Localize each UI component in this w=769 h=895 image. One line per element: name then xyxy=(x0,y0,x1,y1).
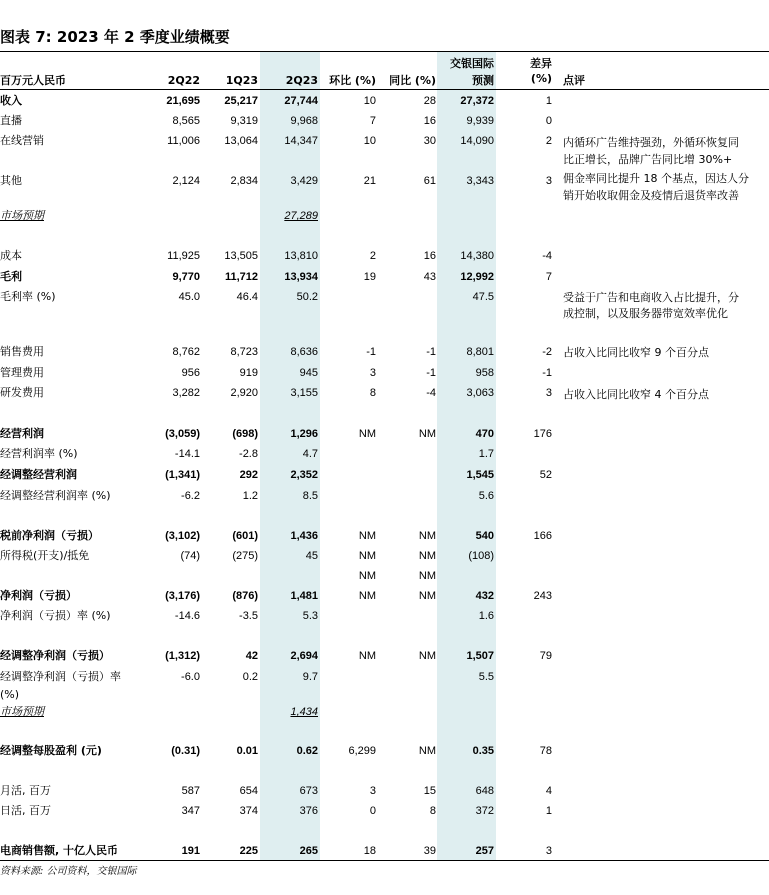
row-cell-c6: 14,380 xyxy=(460,250,494,262)
row-cell-c1: 347 xyxy=(181,805,200,817)
row-cell-c4: NM xyxy=(358,590,376,602)
row-cell-c7: 52 xyxy=(539,469,552,481)
row-label: 市场预期 xyxy=(0,209,44,222)
row-cell-c4: 19 xyxy=(363,271,376,283)
row-cell-c4 xyxy=(326,207,376,225)
row-cell-c3: 13,934 xyxy=(284,271,318,283)
row-cell-c4: 10 xyxy=(363,135,376,147)
row-cell-c2: 2,834 xyxy=(230,175,258,187)
col-header-qoq: 环比 (%) xyxy=(329,74,376,87)
row-cell-c6: 1.6 xyxy=(478,610,494,622)
comment-selling: 占收入比同比收窄 9 个百分点 xyxy=(563,346,709,359)
row-cell-c1: -14.6 xyxy=(174,610,200,622)
row-cell-c3: 5.3 xyxy=(302,610,318,622)
row-cell-c3: 1,434 xyxy=(290,706,318,718)
row-cell-c5 xyxy=(386,487,436,505)
row-cell-c5: 30 xyxy=(423,135,436,147)
row-cell-c4: 0 xyxy=(369,805,376,817)
row-cell-c1: -6.0 xyxy=(181,671,200,683)
col-header-diff-line2: (%) xyxy=(530,72,552,85)
row-cell-c3: 13,810 xyxy=(284,250,318,262)
row-cell-c7: 2 xyxy=(545,135,552,147)
row-label: 毛利率 (%) xyxy=(0,290,56,303)
row-cell-c3: 8.5 xyxy=(302,490,318,502)
row-cell-c2: 9,319 xyxy=(230,115,258,127)
row-label: 经调整净利润（亏损） xyxy=(0,649,110,662)
row-cell-c4: NM xyxy=(358,650,376,662)
row-cell-c1: 45.0 xyxy=(178,291,200,303)
row-cell-c4 xyxy=(326,445,376,463)
comment-other-1: 佣金率同比提升 18 个基点，因达人分 xyxy=(563,172,749,185)
comment-other-2: 销开始收取佣金及疫情后退货率改善 xyxy=(563,189,739,202)
row-cell-c1 xyxy=(150,567,200,585)
row-cell-c5 xyxy=(386,607,436,625)
row-cell-c3: 945 xyxy=(299,367,318,379)
comment-online-marketing-1: 内循环广告维持强劲，外循环恢复同 xyxy=(563,136,739,149)
row-cell-c4 xyxy=(326,288,376,306)
row-label: 在线营销 xyxy=(0,134,44,147)
row-cell-c6: 9,939 xyxy=(466,115,494,127)
row-cell-c4: 8 xyxy=(369,387,376,399)
row-cell-c2: 1.2 xyxy=(242,490,258,502)
row-cell-c2: (275) xyxy=(232,550,258,562)
row-cell-c6 xyxy=(437,567,494,585)
row-cell-c5: NM xyxy=(418,650,436,662)
row-cell-c3: 2,352 xyxy=(290,469,318,481)
row-cell-c3: 50.2 xyxy=(296,291,318,303)
row-cell-c7: 3 xyxy=(545,175,552,187)
col-header-diff-line1: 差异 xyxy=(530,57,552,70)
comment-gross-margin-1: 受益于广告和电商收入占比提升，分 xyxy=(563,291,739,304)
row-cell-c1: 587 xyxy=(181,785,200,797)
row-cell-c1: 21,695 xyxy=(166,95,200,107)
row-cell-c1: 956 xyxy=(181,367,200,379)
row-label: 经营利润 xyxy=(0,427,44,440)
row-label: 电商销售额, 十亿人民币 xyxy=(0,844,119,857)
row-cell-c4: NM xyxy=(358,530,376,542)
col-header-2q22: 2Q22 xyxy=(167,74,200,87)
table-bottom-rule xyxy=(0,860,769,861)
row-cell-c3: 4.7 xyxy=(302,448,318,460)
row-cell-c2: 654 xyxy=(239,785,258,797)
row-label: 所得税(开支)/抵免 xyxy=(0,549,90,562)
row-cell-c7: 176 xyxy=(533,428,552,440)
row-label: 研发费用 xyxy=(0,386,44,399)
row-cell-c5 xyxy=(386,668,436,686)
row-cell-c5: NM xyxy=(418,590,436,602)
row-cell-c3: 9,968 xyxy=(290,115,318,127)
row-cell-c4: 3 xyxy=(369,367,376,379)
col-header-yoy: 同比 (%) xyxy=(389,74,436,87)
row-label: 市场预期 xyxy=(0,705,44,718)
row-cell-c2: 919 xyxy=(239,367,258,379)
row-cell-c5: 16 xyxy=(423,115,436,127)
row-cell-c6: 5.6 xyxy=(478,490,494,502)
row-cell-c2 xyxy=(208,567,258,585)
row-cell-c4: NM xyxy=(358,550,376,562)
row-cell-c5: 43 xyxy=(423,271,436,283)
row-cell-c7 xyxy=(500,288,552,306)
row-cell-c3: 45 xyxy=(305,550,318,562)
row-label: 经调整净利润（亏损）率 xyxy=(0,670,121,683)
row-cell-c7 xyxy=(500,207,552,225)
row-cell-c1: 3,282 xyxy=(172,387,200,399)
row-label: 销售费用 xyxy=(0,345,44,358)
row-cell-c5 xyxy=(386,207,436,225)
row-cell-c7: -1 xyxy=(542,367,552,379)
row-cell-c2: 374 xyxy=(239,805,258,817)
row-cell-c7 xyxy=(500,668,552,686)
row-cell-c7 xyxy=(500,445,552,463)
row-cell-c3: 673 xyxy=(299,785,318,797)
row-cell-c6 xyxy=(437,207,494,225)
row-cell-c3: 27,744 xyxy=(284,95,318,107)
row-label: 其他 xyxy=(0,174,22,187)
row-cell-c5 xyxy=(386,445,436,463)
row-cell-c3: 1,296 xyxy=(290,428,318,440)
row-cell-c5: 39 xyxy=(423,845,436,857)
row-cell-c5: 28 xyxy=(423,95,436,107)
row-cell-c4: -1 xyxy=(366,346,376,358)
row-cell-c3: 1,481 xyxy=(290,590,318,602)
row-cell-c5: NM xyxy=(418,550,436,562)
row-cell-c6: 372 xyxy=(475,805,494,817)
row-cell-c4: 21 xyxy=(363,175,376,187)
row-cell-c4: 6,299 xyxy=(348,745,376,757)
row-cell-c7: 166 xyxy=(533,530,552,542)
table-top-rule xyxy=(0,51,769,52)
comment-gross-margin-2: 成控制，以及服务器带宽效率优化 xyxy=(563,307,728,320)
row-cell-c2 xyxy=(208,703,258,721)
row-cell-c1: -14.1 xyxy=(174,448,200,460)
row-cell-c7: 243 xyxy=(533,590,552,602)
row-cell-c6: 5.5 xyxy=(478,671,494,683)
row-cell-c2: 2,920 xyxy=(230,387,258,399)
row-cell-c1 xyxy=(150,703,200,721)
row-cell-c3: 27,289 xyxy=(284,210,318,222)
row-cell-c1: 11,925 xyxy=(167,250,200,262)
row-cell-c6: 432 xyxy=(475,590,494,602)
row-cell-c4 xyxy=(326,607,376,625)
row-cell-c1: 11,006 xyxy=(167,135,200,147)
row-cell-c1: 9,770 xyxy=(172,271,200,283)
row-cell-c1: 8,565 xyxy=(172,115,200,127)
row-cell-c6: 1.7 xyxy=(478,448,494,460)
row-cell-c4: 10 xyxy=(363,95,376,107)
row-cell-c1: (1,341) xyxy=(165,469,200,481)
row-label: 日活, 百万 xyxy=(0,804,51,817)
row-cell-c5: NM xyxy=(418,428,436,440)
row-cell-c6: 470 xyxy=(475,428,494,440)
row-cell-c2: 25,217 xyxy=(224,95,258,107)
row-cell-c6: 27,372 xyxy=(460,95,494,107)
row-cell-c2: 13,064 xyxy=(224,135,258,147)
row-label: 直播 xyxy=(0,114,22,127)
row-cell-c4: 3 xyxy=(369,785,376,797)
row-cell-c6 xyxy=(437,703,494,721)
row-cell-c6: 1,507 xyxy=(466,650,494,662)
row-cell-c2: 0.01 xyxy=(236,745,258,757)
row-label: 毛利 xyxy=(0,270,22,283)
row-cell-c5: NM xyxy=(418,745,436,757)
row-cell-c7 xyxy=(500,607,552,625)
row-cell-c3: 376 xyxy=(299,805,318,817)
row-cell-c4: 18 xyxy=(363,845,376,857)
row-cell-c2: 13,505 xyxy=(224,250,258,262)
comment-rnd: 占收入比同比收窄 4 个百分点 xyxy=(563,388,709,401)
row-cell-c2: -3.5 xyxy=(239,610,258,622)
comment-online-marketing-2: 比正增长，品牌广告同比增 30%+ xyxy=(563,153,733,166)
row-cell-c2: 292 xyxy=(239,469,258,481)
row-cell-c1: -6.2 xyxy=(181,490,200,502)
row-cell-c2: -2.8 xyxy=(239,448,258,460)
row-cell-c7: 7 xyxy=(545,271,552,283)
row-cell-c3: 3,429 xyxy=(290,175,318,187)
row-cell-c2 xyxy=(208,207,258,225)
row-cell-c1: (3,102) xyxy=(165,530,200,542)
row-cell-c4 xyxy=(326,703,376,721)
row-cell-c3 xyxy=(268,567,318,585)
row-label: 成本 xyxy=(0,249,22,262)
row-cell-c5: NM xyxy=(418,570,436,582)
row-cell-c4: NM xyxy=(358,428,376,440)
row-cell-c3: 1,436 xyxy=(290,530,318,542)
row-cell-c2: 11,712 xyxy=(224,271,258,283)
row-cell-c4 xyxy=(326,668,376,686)
row-cell-c7: 3 xyxy=(545,387,552,399)
row-label: 经营利润率 (%) xyxy=(0,447,78,460)
row-label: 管理费用 xyxy=(0,366,44,379)
row-cell-c6: 257 xyxy=(475,845,494,857)
row-cell-c2: (601) xyxy=(232,530,258,542)
row-label: 月活, 百万 xyxy=(0,784,51,797)
row-cell-c5: -1 xyxy=(426,346,436,358)
row-cell-c7: 3 xyxy=(545,845,552,857)
row-cell-c6: 14,090 xyxy=(460,135,494,147)
col-header-comment: 点评 xyxy=(563,74,585,87)
row-cell-c3: 9.7 xyxy=(302,671,318,683)
row-cell-c6: (108) xyxy=(468,550,494,562)
unit-header: 百万元人民币 xyxy=(0,74,66,87)
row-cell-c1: (3,059) xyxy=(165,428,200,440)
row-cell-c5: 8 xyxy=(429,805,436,817)
col-header-2q23: 2Q23 xyxy=(285,74,318,87)
row-cell-c6: 0.35 xyxy=(472,745,494,757)
row-cell-c6: 958 xyxy=(475,367,494,379)
row-cell-c2: 46.4 xyxy=(236,291,258,303)
row-cell-c7: 0 xyxy=(545,115,552,127)
row-cell-c2: (698) xyxy=(232,428,258,440)
row-cell-c4: NM xyxy=(358,570,376,582)
row-cell-c3: 0.62 xyxy=(296,745,318,757)
row-cell-c1: 2,124 xyxy=(172,175,200,187)
row-cell-c2: 8,723 xyxy=(230,346,258,358)
row-cell-c7: 4 xyxy=(545,785,552,797)
row-cell-c6: 8,801 xyxy=(466,346,494,358)
row-cell-c6: 47.5 xyxy=(472,291,494,303)
row-cell-c7 xyxy=(500,487,552,505)
row-cell-c5: -4 xyxy=(426,387,436,399)
row-cell-c7 xyxy=(500,703,552,721)
row-cell-c3: 3,155 xyxy=(290,387,318,399)
row-cell-c4: 2 xyxy=(369,250,376,262)
row-cell-c6: 3,063 xyxy=(466,387,494,399)
source-note: 资料来源: 公司资料，交银国际 xyxy=(0,866,137,877)
row-cell-c1: (0.31) xyxy=(171,745,200,757)
row-cell-c5: 16 xyxy=(423,250,436,262)
row-cell-c5 xyxy=(386,703,436,721)
row-cell-c7 xyxy=(500,567,552,585)
row-label-continuation: (%) xyxy=(0,688,20,701)
row-cell-c4: 7 xyxy=(369,115,376,127)
row-cell-c2: 42 xyxy=(245,650,258,662)
row-cell-c3: 8,636 xyxy=(290,346,318,358)
row-cell-c7: 1 xyxy=(545,805,552,817)
row-cell-c7: 79 xyxy=(539,650,552,662)
header-rule xyxy=(0,89,769,90)
row-cell-c6: 540 xyxy=(475,530,494,542)
page-title: 图表 7: 2023 年 2 季度业绩概要 xyxy=(0,28,230,46)
row-cell-c7: 78 xyxy=(539,745,552,757)
row-cell-c5: 15 xyxy=(423,785,436,797)
row-cell-c1: (3,176) xyxy=(165,590,200,602)
row-cell-c1: 191 xyxy=(181,845,200,857)
row-cell-c2: 225 xyxy=(239,845,258,857)
row-cell-c2: (876) xyxy=(232,590,258,602)
row-cell-c4 xyxy=(326,487,376,505)
row-cell-c6: 648 xyxy=(475,785,494,797)
row-cell-c1: (74) xyxy=(180,550,200,562)
row-label: 税前净利润（亏损） xyxy=(0,529,99,542)
row-cell-c5: 61 xyxy=(423,175,436,187)
row-label: 净利润（亏损） xyxy=(0,589,77,602)
row-cell-c5: NM xyxy=(418,530,436,542)
row-cell-c7: -2 xyxy=(542,346,552,358)
row-cell-c6: 3,343 xyxy=(466,175,494,187)
row-cell-c7: 1 xyxy=(545,95,552,107)
row-cell-c5: -1 xyxy=(426,367,436,379)
row-cell-c3: 265 xyxy=(299,845,318,857)
row-label: 经调整经营利润 xyxy=(0,468,77,481)
row-cell-c5 xyxy=(386,288,436,306)
row-label: 收入 xyxy=(0,94,22,107)
row-cell-c5 xyxy=(386,466,436,484)
row-cell-c7 xyxy=(500,547,552,565)
col-header-forecast-line1: 交银国际 xyxy=(450,57,494,70)
col-header-forecast-line2: 预测 xyxy=(472,74,494,87)
row-label: 净利润（亏损）率 (%) xyxy=(0,609,111,622)
row-cell-c4 xyxy=(326,466,376,484)
row-cell-c3: 2,694 xyxy=(290,650,318,662)
row-cell-c3: 14,347 xyxy=(284,135,318,147)
row-cell-c1: 8,762 xyxy=(172,346,200,358)
row-label: 经调整经营利润率 (%) xyxy=(0,489,111,502)
row-cell-c7: -4 xyxy=(542,250,552,262)
col-header-1q23: 1Q23 xyxy=(225,74,258,87)
row-cell-c1: (1,312) xyxy=(165,650,200,662)
row-label: 经调整每股盈利 (元) xyxy=(0,744,102,757)
row-cell-c1 xyxy=(150,207,200,225)
row-cell-c6: 1,545 xyxy=(466,469,494,481)
row-cell-c6: 12,992 xyxy=(460,271,494,283)
row-cell-c2: 0.2 xyxy=(242,671,258,683)
